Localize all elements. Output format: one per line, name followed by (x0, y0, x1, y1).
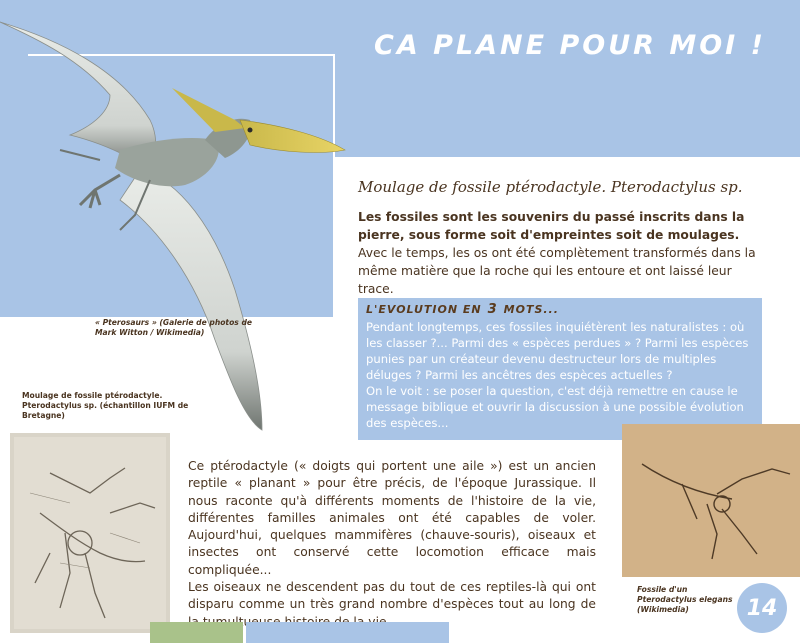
main-paragraph-1: Ce ptérodactyle (« doigts qui portent une aile ») est un ancien reptile « planant » pour être précis, de l'époque Jurassique. Il nous raconte qu'à différents moments de l'histoire de la vie, différentes familles animales ont été capables de voler. Aujourd'hui, quelques mammifères (chauve-souris), oiseaux et insectes ont conservé cette locomotion efficace mais compliquée... (188, 459, 596, 577)
evolution-box (358, 298, 762, 440)
page-number: 14 (737, 583, 787, 633)
evolution-paragraph-2: On le voit : se poser la question, c'est déjà remettre en cause le message biblique et ouvrir la discussion à une possible évolution des espèces... (366, 384, 744, 430)
caption-fossil-right: Fossile d'un Pterodactylus elegans (Wikimedia) (637, 585, 733, 614)
evolution-title-c: MOTS... (503, 303, 559, 316)
pterosaur-illustration (0, 0, 360, 440)
footer-bar-blue (246, 622, 449, 643)
main-paragraph-2: Les oiseaux ne descendent pas du tout de ces reptiles-là qui ont disparu comme un très grand nombre d'espèces tout au long de (188, 580, 596, 612)
intro-bold: Les fossiles sont les souvenirs du passé inscrits dans la pierre, sous forme soit d'empreintes soit de moulages. (358, 210, 745, 242)
page-title: CA PLANE POUR MOI ! (374, 30, 766, 61)
fossil-cast-image (10, 433, 170, 633)
evolution-title (366, 302, 754, 317)
caption-pterosaur: « Pterosaurs » (Galerie de photos de Mark Witton / Wikimedia) (95, 318, 253, 337)
main-paragraph (188, 458, 596, 631)
caption-fossil-left: Moulage de fossile ptérodactyle. Pterodactylus sp. (échantillon IUFM de Bretagne) (22, 391, 189, 420)
footer-bar-green (150, 622, 243, 643)
evolution-title-b: 3 (487, 302, 498, 317)
intro-paragraph (358, 208, 770, 298)
subtitle: Moulage de fossile ptérodactyle. Pterodactylus sp. (358, 178, 743, 196)
fossil-specimen-image (622, 424, 800, 577)
intro-rest: Avec le temps, les os ont été complètement transformés dans la même matière que la roche qui les entoure et ont laissé leur trace. (358, 246, 756, 296)
evolution-title-a: L'EVOLUTION EN (366, 303, 482, 316)
evolution-paragraph-1: Pendant longtemps, ces fossiles inquiétèrent les naturalistes : où les classer ?... Parmi des « espèces perdues » ? Parmi les espèces punies par un créateur devenu destructeur lors de multiples déluges ? Parmi les ancêtres des espèces actuelles ? (366, 320, 749, 382)
